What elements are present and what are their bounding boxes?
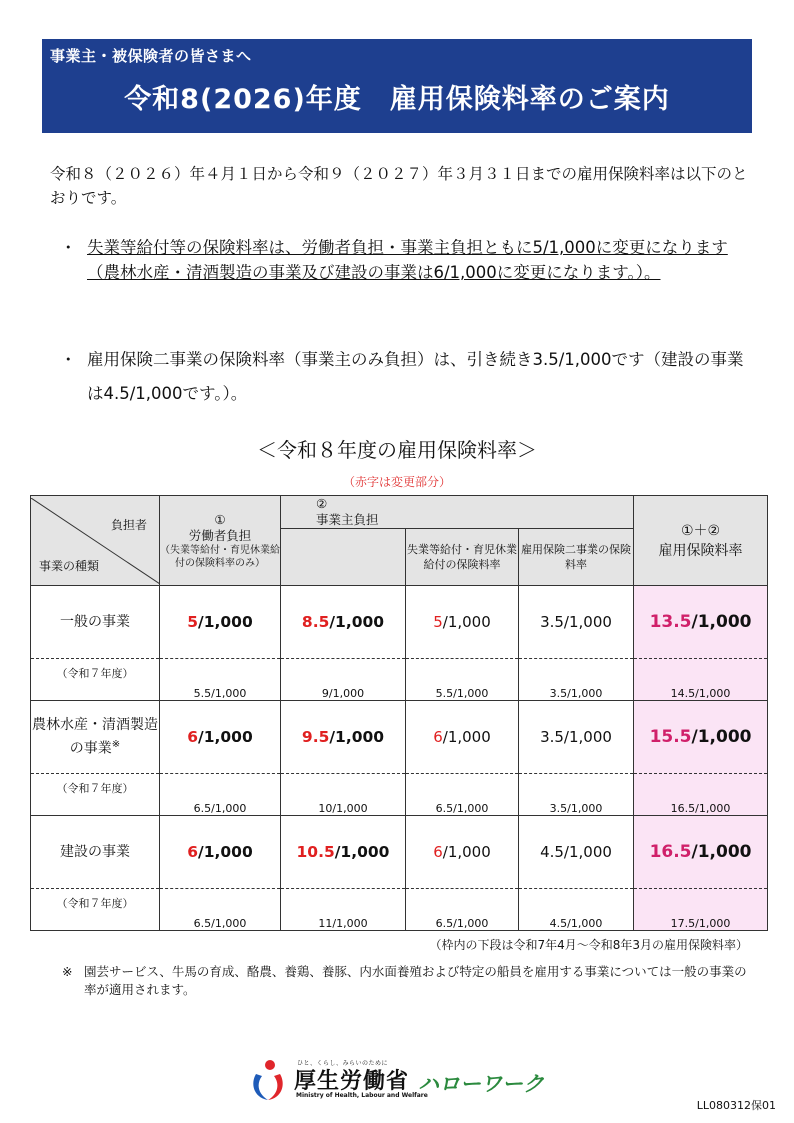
footnote-range: （枠内の下段は令和7年4月～令和8年3月の雇用保険料率） bbox=[429, 938, 748, 952]
worker-rate-cell bbox=[160, 816, 281, 889]
prev-year-label: （令和７年度） bbox=[31, 774, 160, 816]
prev-year-label: （令和７年度） bbox=[31, 659, 160, 701]
header-worker-sub: （失業等給付・育児休業給付の保険料率のみ） bbox=[160, 544, 280, 569]
unemployment-rate-cell bbox=[406, 816, 519, 889]
prev-worker-rate: 6.5/1,000 bbox=[160, 889, 281, 931]
unemployment-rate-cell bbox=[406, 701, 519, 774]
table-row-construction-prev bbox=[31, 889, 768, 931]
logo-tagline: ひと、くらし、みらいのために bbox=[297, 1060, 389, 1067]
ministry-mark-icon bbox=[248, 1058, 288, 1102]
prev-unemployment-rate: 6.5/1,000 bbox=[406, 889, 519, 931]
header-diagonal-cell bbox=[31, 496, 160, 586]
unemployment-rate-unit: /1,000 bbox=[442, 728, 491, 746]
prev-two-projects-rate: 3.5/1,000 bbox=[519, 659, 634, 701]
category-cell: 一般の事業 bbox=[31, 586, 160, 659]
bullet-item-2 bbox=[60, 343, 750, 411]
worker-rate-unit: /1,000 bbox=[198, 728, 253, 746]
header-worker-num: ① bbox=[214, 511, 226, 527]
intro-text: 令和８（２０２６）年４月１日から令和９（２０２７）年３月３１日までの雇用保険料率は以下のとおりです。 bbox=[50, 165, 748, 207]
prev-employer-rate: 11/1,000 bbox=[281, 889, 406, 931]
bullet-marker: ・ bbox=[60, 350, 77, 369]
header-employer-label: 事業主負担 bbox=[316, 512, 379, 527]
footnote-text: 園芸サービス、牛馬の育成、酪農、養鶏、養豚、内水面養殖および特定の船員を雇用する事業については一般の事業の率が適用されます。 bbox=[84, 964, 747, 997]
category-note-mark: ※ bbox=[111, 738, 121, 750]
prev-total-rate: 16.5/1,000 bbox=[634, 774, 768, 816]
header-employer-blank bbox=[281, 529, 406, 586]
unemployment-rate-unit: /1,000 bbox=[442, 843, 491, 861]
two-projects-rate-cell: 4.5/1,000 bbox=[519, 816, 634, 889]
worker-rate-unit: /1,000 bbox=[198, 843, 253, 861]
total-rate-unit: /1,000 bbox=[691, 612, 752, 632]
total-rate-cell bbox=[634, 701, 768, 774]
employer-rate-changed: 10.5 bbox=[296, 843, 335, 861]
prev-total-rate: 17.5/1,000 bbox=[634, 889, 768, 931]
page-title: 令和8(2026)年度 雇用保険料率のご案内 bbox=[124, 84, 670, 115]
prev-two-projects-rate: 4.5/1,000 bbox=[519, 889, 634, 931]
table-row-agri-prev bbox=[31, 774, 768, 816]
header-employer-num: ② bbox=[316, 496, 328, 511]
worker-rate-cell bbox=[160, 701, 281, 774]
table-header-row-1 bbox=[31, 496, 768, 529]
table-row-general-prev bbox=[31, 659, 768, 701]
bullet-item-1 bbox=[60, 235, 750, 285]
employer-rate-cell bbox=[281, 586, 406, 659]
total-rate-changed: 13.5 bbox=[649, 612, 692, 632]
header-worker-cell bbox=[160, 496, 281, 586]
header-payer-label: 負担者 bbox=[110, 517, 147, 532]
prev-total-rate: 14.5/1,000 bbox=[634, 659, 768, 701]
table-note: （赤字は変更部分） bbox=[342, 475, 451, 489]
prev-employer-rate: 9/1,000 bbox=[281, 659, 406, 701]
table-row-construction bbox=[31, 816, 768, 889]
footnote bbox=[62, 963, 752, 999]
table-row-general bbox=[31, 586, 768, 659]
total-rate-cell bbox=[634, 816, 768, 889]
category-cell bbox=[31, 701, 160, 774]
header-employer-cell bbox=[281, 496, 634, 529]
header-total-cell bbox=[634, 496, 768, 586]
prev-unemployment-rate: 5.5/1,000 bbox=[406, 659, 519, 701]
prev-two-projects-rate: 3.5/1,000 bbox=[519, 774, 634, 816]
logo-hellowork: ハローワーク bbox=[418, 1072, 544, 1096]
employer-rate-changed: 9.5 bbox=[301, 728, 330, 746]
bullet-marker: ・ bbox=[60, 238, 77, 257]
document-code: LL080312保01 bbox=[696, 1099, 776, 1112]
prev-year-label: （令和７年度） bbox=[31, 889, 160, 931]
bullet-text-2: 雇用保険二事業の保険料率（事業主のみ負担）は、引き続き3.5/1,000です（建設の事業は4.5/1,000です。）。 bbox=[87, 350, 744, 403]
table-title: ＜令和８年度の雇用保険料率＞ bbox=[257, 438, 537, 462]
unemployment-rate-changed: 6 bbox=[433, 728, 443, 746]
employer-rate-changed: 8.5 bbox=[301, 613, 330, 631]
total-rate-cell bbox=[634, 586, 768, 659]
total-rate-changed: 16.5 bbox=[649, 842, 692, 862]
unemployment-rate-unit: /1,000 bbox=[442, 613, 491, 631]
total-rate-changed: 15.5 bbox=[649, 727, 692, 747]
worker-rate-changed: 6 bbox=[187, 728, 199, 746]
worker-rate-unit: /1,000 bbox=[198, 613, 253, 631]
header-two-projects-cell: 雇用保険二事業の保険料率 bbox=[519, 529, 634, 586]
category-label: 農林水産・清酒製造の事業 bbox=[32, 716, 158, 757]
bullet-text-1: 失業等給付等の保険料率は、労働者負担・事業主負担ともに5/1,000に変更になります（農林水産・清酒製造の事業及び建設の事業は6/1,000に変更になります。）。 bbox=[87, 238, 728, 282]
header-worker-label: 労働者負担 bbox=[188, 527, 252, 543]
header-business-type-label: 事業の種類 bbox=[39, 558, 100, 573]
rates-table bbox=[30, 495, 768, 931]
prev-worker-rate: 6.5/1,000 bbox=[160, 774, 281, 816]
employer-rate-unit: /1,000 bbox=[329, 728, 385, 746]
employer-rate-cell bbox=[281, 816, 406, 889]
employer-rate-unit: /1,000 bbox=[334, 843, 390, 861]
total-rate-unit: /1,000 bbox=[691, 842, 752, 862]
logo-ministry-name: 厚生労働省 bbox=[294, 1069, 410, 1094]
worker-rate-changed: 5 bbox=[187, 613, 199, 631]
two-projects-rate-cell: 3.5/1,000 bbox=[519, 586, 634, 659]
employer-rate-unit: /1,000 bbox=[329, 613, 385, 631]
header-total-num: ①＋② bbox=[680, 522, 721, 539]
header-total-label: 雇用保険料率 bbox=[658, 542, 743, 559]
two-projects-rate-cell: 3.5/1,000 bbox=[519, 701, 634, 774]
logo-ministry-en: Ministry of Health, Labour and Welfare bbox=[296, 1092, 428, 1099]
employer-rate-cell bbox=[281, 701, 406, 774]
title-banner bbox=[42, 39, 752, 133]
category-cell: 建設の事業 bbox=[31, 816, 160, 889]
unemployment-rate-changed: 5 bbox=[433, 613, 443, 631]
prev-worker-rate: 5.5/1,000 bbox=[160, 659, 281, 701]
worker-rate-cell bbox=[160, 586, 281, 659]
prev-employer-rate: 10/1,000 bbox=[281, 774, 406, 816]
total-rate-unit: /1,000 bbox=[691, 727, 752, 747]
ministry-logo bbox=[248, 1058, 548, 1102]
banner-subtitle: 事業主・被保険者の皆さまへ bbox=[50, 47, 252, 65]
unemployment-rate-cell bbox=[406, 586, 519, 659]
footnote-mark: ※ bbox=[62, 964, 73, 979]
worker-rate-changed: 6 bbox=[187, 843, 199, 861]
prev-unemployment-rate: 6.5/1,000 bbox=[406, 774, 519, 816]
table-row-agri bbox=[31, 701, 768, 774]
unemployment-rate-changed: 6 bbox=[433, 843, 443, 861]
header-unemployment-cell: 失業等給付・育児休業給付の保険料率 bbox=[406, 529, 519, 586]
